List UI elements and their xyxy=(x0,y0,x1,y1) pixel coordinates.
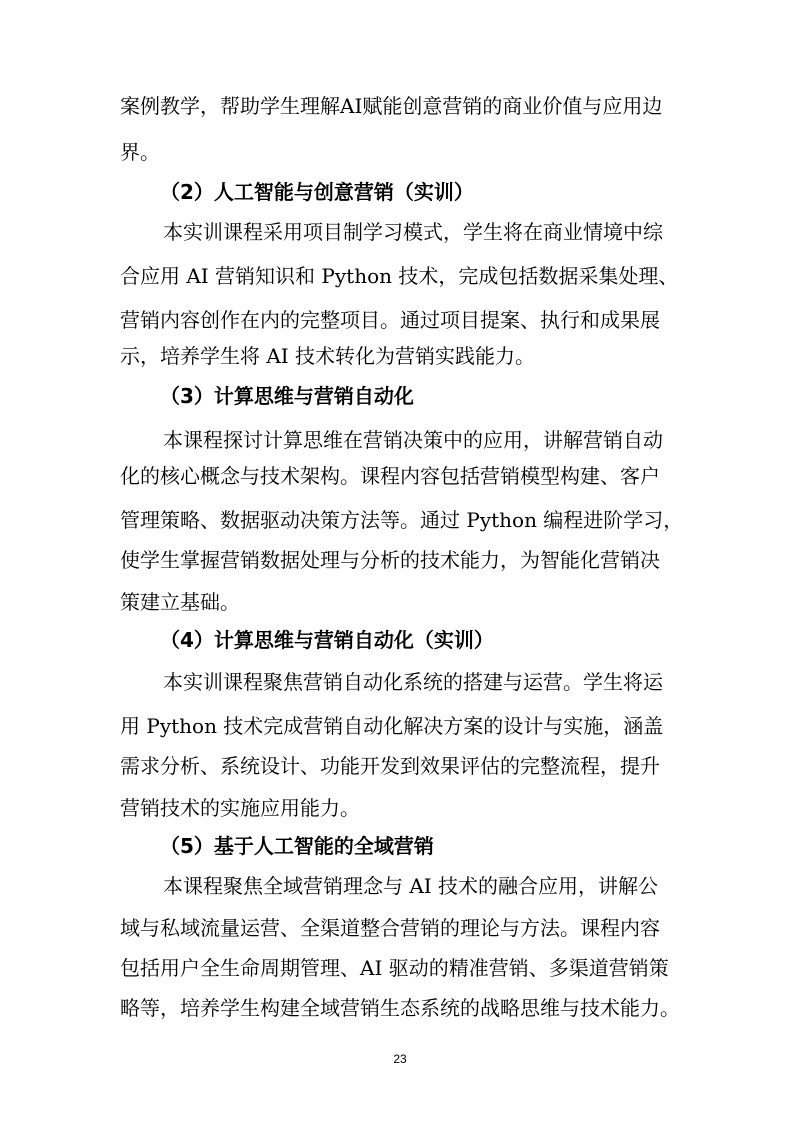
text-line: 管理策略、数据驱动决策方法等。通过 Python 编程进阶学习， xyxy=(120,508,684,532)
text-line: 本课程聚焦全域营销理念与 AI 技术的融合应用，讲解公 xyxy=(163,874,659,898)
text-line: 使学生掌握营销数据处理与分析的技术能力，为智能化营销决 xyxy=(120,548,660,572)
section-heading: （4）计算思维与营销自动化（实训） xyxy=(160,628,494,652)
text-line: 界。 xyxy=(120,140,160,164)
text-line: 域与私域流量运营、全渠道整合营销的理论与方法。课程内容 xyxy=(120,916,660,940)
text-line: 本实训课程采用项目制学习模式，学生将在商业情境中综 xyxy=(163,220,663,244)
page-number: 23 xyxy=(393,1052,407,1066)
text-line: 包括用户全生命周期管理、AI 驱动的精准营销、多渠道营销策 xyxy=(120,956,669,980)
text-line: 略等，培养学生构建全域营销生态系统的战略思维与技术能力。 xyxy=(120,996,680,1020)
text-line: 策建立基础。 xyxy=(120,590,240,614)
text-line: 案例教学，帮助学生理解AI赋能创意营销的商业价值与应用边 xyxy=(120,94,663,118)
text-line: 合应用 AI 营销知识和 Python 技术，完成包括数据采集处理、 xyxy=(120,264,679,288)
text-line: 营销内容创作在内的完整项目。通过项目提案、执行和成果展 xyxy=(120,308,660,332)
section-heading: （2）人工智能与创意营销（实训） xyxy=(160,180,474,204)
text-line: 示，培养学生将 AI 技术转化为营销实践能力。 xyxy=(120,344,536,368)
text-line: 化的核心概念与技术架构。课程内容包括营销模型构建、客户 xyxy=(120,464,660,488)
text-line: 需求分析、系统设计、功能开发到效果评估的完整流程，提升 xyxy=(120,754,660,778)
text-line: 本课程探讨计算思维在营销决策中的应用，讲解营销自动 xyxy=(163,428,663,452)
section-heading: （3）计算思维与营销自动化 xyxy=(160,384,414,408)
text-line: 用 Python 技术完成营销自动化解决方案的设计与实施，涵盖 xyxy=(120,714,664,738)
text-line: 本实训课程聚焦营销自动化系统的搭建与运营。学生将运 xyxy=(163,670,663,694)
text-line: 营销技术的实施应用能力。 xyxy=(120,796,360,820)
section-heading: （5）基于人工智能的全域营销 xyxy=(160,834,434,858)
